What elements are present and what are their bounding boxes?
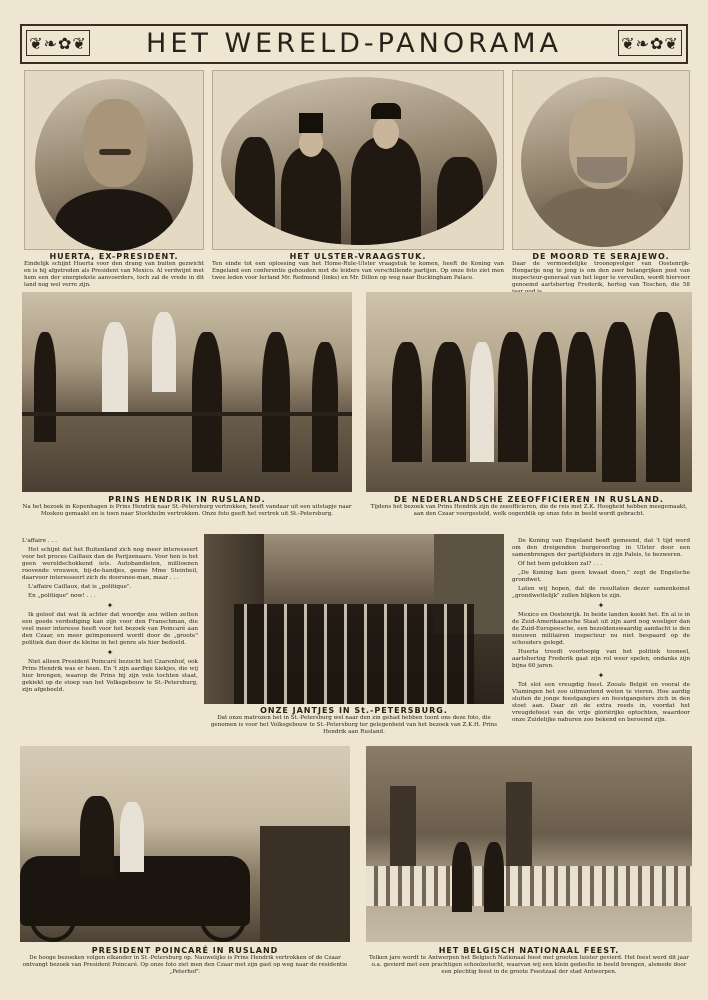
left-paragraph: L'affaire Caillaux, dat is „politique". [28,584,132,590]
right-paragraph: Huerta treedt voorloopig van het politiek tooneel, aartshertog Frederik gaat zijn rol weer spelen, ondanks zijn bijna 60 jaren. [512,649,690,669]
ornament-right: ❦❧✿❦ [618,30,682,56]
caption-text-huerta: Eindelijk schijnt Huerta voor den drang van buiten gezwicht en is hij afgetreden als President van Mexico. Al verdwijnt met hem een der energiekste aanvoerders, toch zal de vrede in dit land nog wel verre zijn. [24,261,204,288]
left-paragraph: En „politique" now! . . . [28,593,96,599]
column-separator: ✦ [597,671,605,680]
left-paragraph: Niet alleen President Poincaré bezocht het Czarenhof, ook Prins Hendrik was er heen. En 't zijn aardige kiekjes, die wij hier brengen, waarop de Prins bij zijn vele tochten staat, gekiekt op de stoep van het Volksgebouw te St.-Petersburg, zijn afgebeeld. [22,659,198,693]
right-paragraph: Laten wij hopen, dat de resultaten dezer samenkomst „grondwettelijk" zullen blijken te zijn. [512,586,690,599]
caption-heading-ulster: HET ULSTER-VRAAGSTUK. [289,252,427,261]
left-paragraph: Ik geloof dat wat ik achter dat woordje zou willen zetten een goede verdediging kan zijn voor den Franschman, die veel meer interesse heeft voor het bezoek van Poincaré aan den Czaar, en meer geïmponeerd wordt door de „groote" politiek dan door de kleine in het genre als hier bedoeld. [22,612,198,646]
caption-heading-prins-hendrik: PRINS HENDRIK IN RUSLAND. [108,495,266,504]
caption-heading-jantjes: ONZE JANTJES IN St.-PETERSBURG. [260,706,448,715]
caption-text-jantjes: Dat onze matrozen het in St.-Petersburg wel naar den zin gehad hebben toont ons deze foto, die genomen is voor het Volksgebouw te St.-Petersburg ter gelegenheid van het bezoek van Z.K.H. Prins Hendrik aan Rusland. [210,715,498,735]
poincare-photo [20,746,350,942]
right-paragraph: De Koning van Engeland heeft gemeend, dat 't tijd werd om den dreigenden burgeroorlog in Ulster door een samenbrengen der partijleiders in zijn Paleis, te bezweren. [512,538,690,558]
page-title: HET WERELD-PANORAMA [146,28,562,59]
jantjes-photo [204,534,504,704]
column-separator: ✦ [106,601,114,610]
ulster-frame [212,70,504,250]
column-separator: ✦ [106,648,114,657]
right-paragraph: Of het hem gelukken zal? . . . [518,561,603,567]
caption-text-ulster: Ten einde tot een oplossing van het Home-Rule-Ulster vraagstuk te komen, heeft de Koning van Engeland een conferentie gehouden met de leiders van verschillende partijen. Op onze foto ziet men twee leden voor Ierland Mr. Redmond (links) en Mr. Dillon op weg naar Buckingham Palace. [212,261,504,281]
belgisch-feest-photo [366,746,692,942]
caption-text-zeeofficieren: Tijdens het bezoek van Prins Hendrik zijn de zeeofficieren, die de reis met Z.K. Hoogheid hebben meegemaakt, aan den Czaar voorgesteld, welk oogenblik op onze foto in beeld wordt gebracht. [370,504,688,517]
caption-heading-belgisch-feest: HET BELGISCH NATIONAAL FEEST. [438,946,620,955]
zeeofficieren-photo [366,292,692,492]
ulster-photo [221,77,497,245]
caption-heading-huerta: HUERTA, EX-PRESIDENT. [49,252,179,261]
huerta-portrait [35,79,193,251]
column-separator: ✦ [597,601,605,610]
caption-heading-poincare: PRESIDENT POINCARÉ IN RUSLAND [91,946,279,955]
masthead [20,24,688,64]
serajewo-frame [512,70,690,250]
caption-text-poincare: De hooge bezoeken volgen elkander in St.-Petersburg op. Nauwelijks is Prins Hendrik vertrokken of de Czaar ontvangt bezoek van President Poincaré. Op onze foto ziet men den Czaar met zijn gast op weg naar de residentie „Peterhof". [22,955,348,975]
left-paragraph: L'affaire . . . [22,538,57,544]
prins-hendrik-photo [22,292,352,492]
left-column [22,538,198,696]
caption-text-belgisch-feest: Telken jare wordt te Antwerpen het Belgisch Nationaal feest met grooten luister gevierd. Het feest werd dit jaar o.a. gevierd met een prachtigen schoolzotocht, waarvan wij een klein gedeelte in beeld brengen, alsmede door een plechtig feest in de groote Feestzaal der stad Antwerpen. [369,955,689,975]
caption-heading-serajewo: DE MOORD TE SERAJEWO. [532,252,670,261]
caption-text-serajewo: Daar de vermoedelijke troonopvolger van Oostenrijk-Hongarije nog te jong is om den zeer belangrijken post van inspecteur-generaal van het leger te vervullen, wordt hiervoor genoemd aartshertog Frederik, hertog van Teschen, die 58 [512,261,690,288]
right-paragraph: „De Koning kan geen kwaad doen," zegt de Engelsche grondwet. [512,570,690,583]
ornament-left: ❦❧✿❦ [26,30,90,56]
frederik-portrait [521,77,683,247]
right-column [512,538,690,726]
caption-text-prins-hendrik: Na het bezoek in Kopenhagen is Prins Hendrik naar St.-Petersburg vertrokken, heeft vandaar uit een uitstapje naar Moskou gemaakt en is toen naar Stockholm vertrokken. Onze foto geeft het vertrek uit St.-Petersburg. [22,504,352,517]
caption-heading-zeeofficieren: DE NEDERLANDSCHE ZEEOFFICIEREN IN RUSLAND. [394,495,664,504]
right-paragraph: Tot slot een vreugdig feest. Zooals België en vooral de Vlamingen het zoo uitmuntend weten te vieren. Hoe aardig sluiten de jonge feestgangers en feestgangsters zich in den stoet aan. Daar zit de extra reeds in, voordat het vreugdefeest van de vrije gloriërijke optochten, waardoor onze Zuidelijke naburen zoo bekend en beroemd zijn. [512,682,690,723]
huerta-frame [24,70,204,250]
left-paragraph: Het schijnt dat het Buitenland zich nog meer interesseert voor het proces Caillaux dan de Parijzenaars. Voor hen is het geen wereldschokkend iets. Autobandieten, millioenen roovende vrouwen, bij-de-handjes, geene Mme Steinheil, daarvoor interesseert zich de doorsnee-man, maar . . . [22,547,198,581]
right-paragraph: Mexico en Oostenrijk. In beide landen kookt het. En al is in de Zuid-Amerikaansche Staat uit zijn aard nog woeliger dan de Zuid-Europeesche, een bezoldenswaardig aandacht is den nieuwen militairen inspecteur nu niet bespaard op de schouders gelegd. [512,612,690,646]
